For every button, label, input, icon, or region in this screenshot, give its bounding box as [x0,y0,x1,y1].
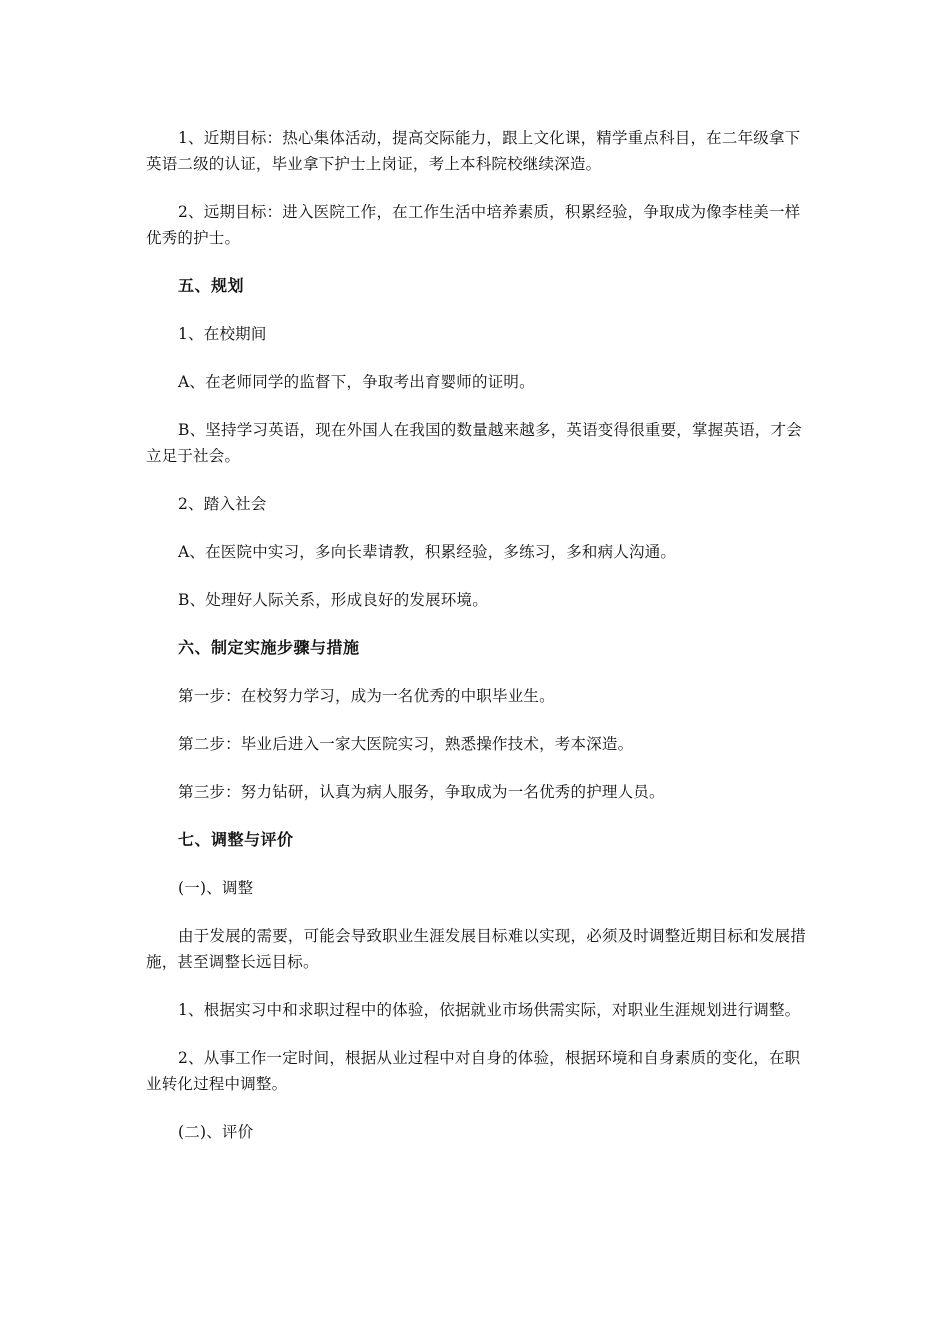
paragraph-enter-society: 2、踏入社会 [178,495,267,513]
section-heading-planning: 五、规划 [178,276,245,295]
section-heading-adjust-evaluate: 七、调整与评价 [178,830,294,849]
paragraph-subheading-adjust: (一)、调整 [178,879,254,897]
paragraph-item-a-society: A、在医院中实习，多向长辈请教，积累经验，多练习，多和病人沟通。 [178,543,677,561]
paragraph-item-b-school: B、坚持学习英语，现在外国人在我国的数量越来越多，英语变得很重要，掌握英语，才会立足于社会。 [146,421,802,465]
paragraph-item-a-school: A、在老师同学的监督下，争取考出育婴师的证明。 [178,373,535,391]
paragraph-short-term-goal: 1、近期目标：热心集体活动，提高交际能力，跟上文化课，精学重点科目，在二年级拿下英语二级的认证，毕业拿下护士上岗证，考上本科院校继续深造。 [146,129,801,173]
section-heading-steps: 六、制定实施步骤与措施 [178,638,360,657]
paragraph-in-school: 1、在校期间 [178,325,267,343]
paragraph-adjust-intro: 由于发展的需要，可能会导致职业生涯发展目标难以实现，必须及时调整近期目标和发展措施，甚至调整长远目标。 [146,927,807,971]
paragraph-item-b-society: B、处理好人际关系，形成良好的发展环境。 [178,591,488,609]
document-page [146,125,810,1145]
paragraph-step-two: 第二步：毕业后进入一家大医院实习，熟悉操作技术，考本深造。 [178,735,634,753]
paragraph-long-term-goal: 2、远期目标：进入医院工作，在工作生活中培养素质，积累经验，争取成为像李桂美一样优秀的护士。 [146,203,801,247]
paragraph-subheading-evaluate: (二)、评价 [178,1123,254,1141]
paragraph-step-three: 第三步：努力钻研，认真为病人服务，争取成为一名优秀的护理人员。 [178,783,665,801]
paragraph-step-one: 第一步：在校努力学习，成为一名优秀的中职毕业生。 [178,687,555,705]
paragraph-adjust-point-two: 2、从事工作一定时间，根据从业过程中对自身的体验，根据环境和自身素质的变化，在职业转化过程中调整。 [146,1049,801,1093]
paragraph-adjust-point-one: 1、根据实习中和求职过程中的体验，依据就业市场供需实际，对职业生涯规划进行调整。 [178,1001,801,1019]
